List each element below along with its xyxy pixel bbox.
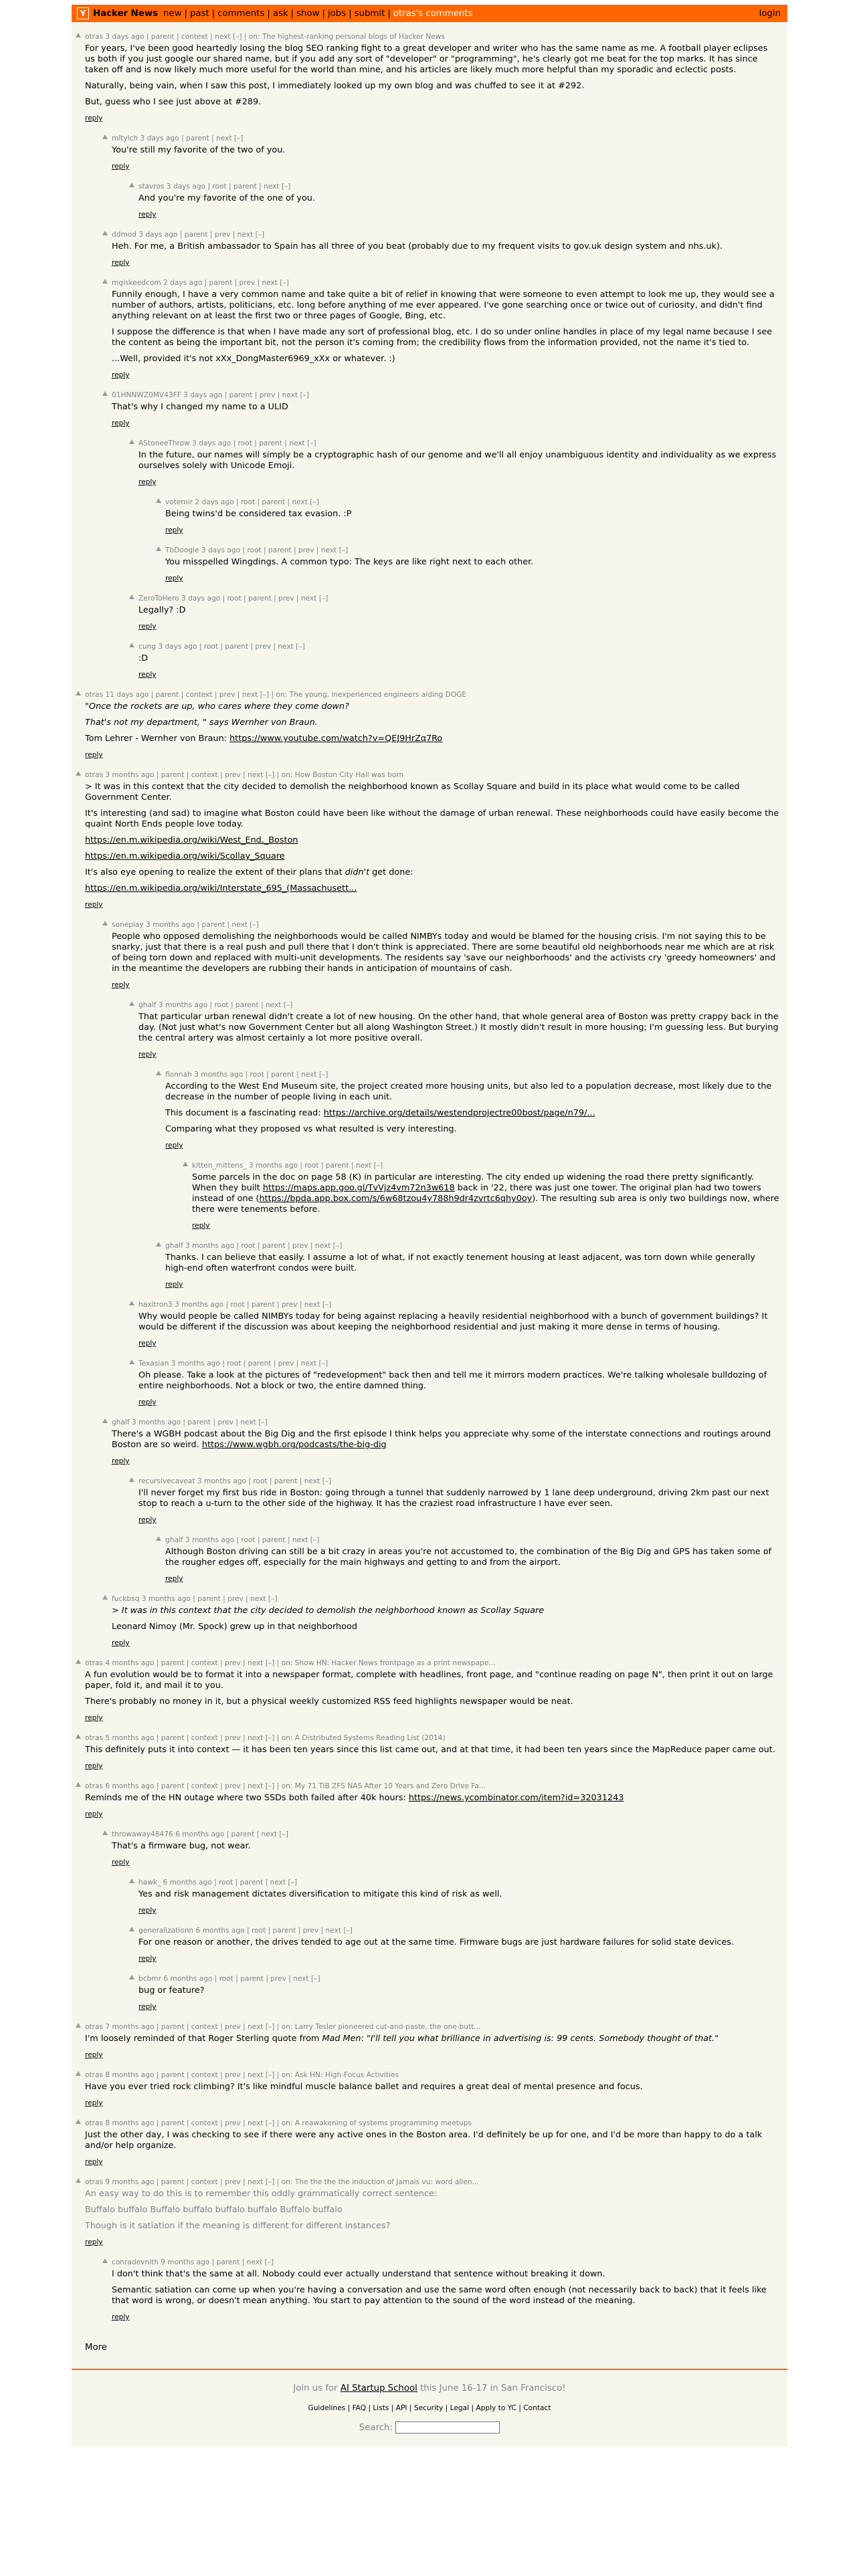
comment-text bbox=[112, 241, 779, 252]
footer bbox=[72, 2370, 787, 2447]
comment-text bbox=[138, 1012, 779, 1044]
upvote-arrow-icon[interactable] bbox=[102, 1830, 108, 1835]
comment bbox=[165, 1069, 779, 1151]
reply-link[interactable]: reply bbox=[85, 114, 103, 122]
comment-header[interactable]: otras 7 months ago | parent | context | prev | next [–] | on: Larry Tesler pioneered cut-and-paste, the one-butt... bbox=[85, 2023, 481, 2031]
comment-header[interactable]: otras 9 months ago | parent | context | prev | next [–] | on: The the the the induction of Jamais vu: word alien... bbox=[85, 2178, 479, 2186]
upvote-arrow-icon[interactable] bbox=[129, 1879, 134, 1883]
comment-paragraph: > It was in this context that the city decided to demolish the neighborhood known as Scollay Square bbox=[112, 1606, 545, 1616]
comment-paragraph: For years, I've been good heartedly losing the blog SEO ranking fight to a great developer and writer who has the same name as me. A football player eclipses us both if you just google our shared name, but if you add any sort of "developer" or "programming", he's clearly got me beat for the top marks. It has since taken off and is now likely much more useful for the world than mine, and his articles are likely much more helpful than my sporadic and eclectic posts. bbox=[85, 43, 768, 75]
comment-paragraph: There's probably no money in it, but a physical weekly customized RSS feed highlights newspaper would be neat. bbox=[85, 1697, 573, 1707]
footer-link[interactable]: Security bbox=[413, 2404, 444, 2412]
reply-link[interactable]: reply bbox=[138, 1339, 157, 1348]
upvote-arrow-icon[interactable] bbox=[129, 1001, 134, 1006]
comment-paragraph: https://en.m.wikipedia.org/wiki/Scollay_Square bbox=[85, 851, 285, 861]
comment-text bbox=[138, 1985, 779, 1996]
reply-link[interactable]: reply bbox=[112, 1457, 130, 1465]
comment bbox=[138, 593, 779, 632]
upvote-arrow-icon[interactable] bbox=[76, 33, 81, 37]
comment-text bbox=[85, 1745, 779, 1755]
upvote-arrow-icon[interactable] bbox=[76, 691, 81, 695]
comment-text bbox=[165, 1547, 779, 1568]
reply-link[interactable]: reply bbox=[85, 901, 103, 909]
comment bbox=[138, 1877, 779, 1916]
comment bbox=[192, 1160, 779, 1231]
reply-link[interactable]: reply bbox=[138, 211, 157, 219]
reply-link[interactable]: reply bbox=[138, 2003, 157, 2011]
reply-link[interactable]: reply bbox=[165, 574, 183, 582]
login-link[interactable]: login bbox=[759, 8, 781, 19]
nav-new[interactable]: new bbox=[163, 8, 182, 19]
upvote-arrow-icon[interactable] bbox=[156, 546, 161, 551]
upvote-arrow-icon[interactable] bbox=[156, 1071, 161, 1075]
comment-text bbox=[85, 1793, 779, 1804]
comment-paragraph: People who opposed demolishing the neighborhoods would be called NIMBYs today and would be blamed for the housing crisis. I'm not saying this to be snarky, just that there is a real push and pull there that I don't think is appreciated. There are some beautiful old neighborhoods near me which are at risk of being torn down and replaced with multi-unit developments. The residents say 'save our neighborhoods' and the activists cry 'greedy homeowners' and in the meantime the developers are rubbing their hands in anticipation of mountains of cash. bbox=[112, 932, 776, 974]
comment-paragraph: You're still my favorite of the two of you. bbox=[112, 145, 286, 155]
more-link[interactable]: More bbox=[85, 2343, 107, 2353]
comment-header[interactable]: ghalf 3 months ago | root | parent | next [–] bbox=[138, 1001, 293, 1009]
comment-header[interactable]: bcbmr 6 months ago | root | parent | prev | next [–] bbox=[138, 1975, 320, 1983]
comment-paragraph: https://en.m.wikipedia.org/wiki/Interstate_695_(Massachusett... bbox=[85, 883, 357, 893]
reply-link[interactable]: reply bbox=[85, 1714, 103, 1722]
comment-list bbox=[72, 31, 787, 2323]
comment bbox=[85, 1733, 779, 1772]
upvote-arrow-icon[interactable] bbox=[129, 595, 134, 599]
reply-link[interactable]: reply bbox=[112, 371, 130, 379]
reply-link[interactable]: reply bbox=[85, 2238, 103, 2246]
comment-paragraph: And you're my favorite of the one of you. bbox=[138, 193, 315, 203]
footer-link[interactable]: Guidelines bbox=[308, 2404, 346, 2412]
comment-text bbox=[192, 1172, 779, 1215]
upvote-arrow-icon[interactable] bbox=[156, 1536, 161, 1541]
reply-link[interactable]: reply bbox=[112, 259, 130, 267]
footer-link[interactable]: Contact bbox=[523, 2404, 551, 2412]
comment-header[interactable]: otras 8 months ago | parent | context | prev | next [–] | on: A reawakening of systems programming meetups bbox=[85, 2119, 472, 2127]
comment-text bbox=[112, 402, 779, 413]
comment-text bbox=[138, 1488, 779, 1509]
yc-banner: Join us for AI Startup School this June 16-17 in San Francisco! bbox=[293, 2383, 566, 2393]
comment bbox=[112, 390, 779, 429]
comment bbox=[85, 31, 779, 124]
comment-paragraph: Oh please. Take a look at the pictures of "redevelopment" back then and tell me it mirrors modern practices. We're talking wholesale bulldozing of entire neighborhoods. Not a block or two, the entire damned thing. bbox=[138, 1370, 767, 1391]
comment-paragraph: That's not my department, " says Wernher von Braun. bbox=[85, 718, 318, 728]
comment bbox=[112, 1594, 779, 1648]
comment-header[interactable]: otras 8 months ago | parent | context | prev | next [–] | on: Ask HN: High-Focus Activities bbox=[85, 2071, 399, 2079]
reply-link[interactable]: reply bbox=[138, 623, 157, 631]
comment-header[interactable]: stavros 3 days ago | root | parent | next [–] bbox=[138, 183, 291, 191]
reply-link[interactable]: reply bbox=[138, 1955, 157, 1963]
comment-paragraph: I don't think that's the same at all. Nobody could ever actually understand that sentence without breaking it down. bbox=[112, 2269, 605, 2279]
comment bbox=[138, 1000, 779, 1060]
upvote-arrow-icon[interactable] bbox=[102, 231, 108, 235]
reply-link[interactable]: reply bbox=[192, 1222, 210, 1230]
comment-header[interactable]: AStoneeThrow 3 days ago | root | parent | next [–] bbox=[138, 439, 316, 447]
comment bbox=[138, 438, 779, 488]
comment-header[interactable]: otras 6 months ago | parent | context | prev | next [–] | on: My 71 TiB ZFS NAS After 10 Years and Zero Drive Fa... bbox=[85, 1782, 486, 1790]
upvote-arrow-icon[interactable] bbox=[129, 1975, 134, 1979]
comment-paragraph: Naturally, being vain, when I saw this post, I immediately looked up my own blog and was chuffed to see it at #292. bbox=[85, 81, 585, 91]
comment-paragraph: Some parcels in the doc on page 58 (K) in particular are interesting. The city ended up widening the road there pretty significantly. When they built https://maps.app.goo.gl/TvVjz4vm72n3w618 back in '22, there was just one tower. The original plan had two towers instead of one (https://bpda.app.box.com/s/6w68tzou4y788h9dr4zvrtc6qhy0oy). The resulting sub area is only two buildings now, where there were tenements before. bbox=[192, 1172, 779, 1214]
comment-header[interactable]: mgiskeedcom 2 days ago | parent | prev | next [–] bbox=[112, 279, 289, 287]
upvote-arrow-icon[interactable] bbox=[76, 771, 81, 776]
site-title[interactable]: Hacker News bbox=[93, 8, 159, 19]
comment-text bbox=[165, 557, 779, 568]
nav-jobs[interactable]: jobs bbox=[327, 8, 347, 19]
footer-link[interactable]: FAQ bbox=[352, 2404, 367, 2412]
reply-link[interactable]: reply bbox=[138, 1051, 157, 1059]
comment-text bbox=[85, 2034, 779, 2044]
comment-text bbox=[85, 2082, 779, 2092]
nav-user-comments[interactable]: otras's comments bbox=[393, 8, 473, 19]
reply-link[interactable]: reply bbox=[112, 981, 130, 989]
footer-link[interactable]: Legal bbox=[450, 2404, 470, 2412]
comment-paragraph: Why would people be called NIMBYs today for being against replacing a heavily residential neighborhood with a bunch of government buildings? It would be different if the discussion was about keeping the neighborhood residential and just making it more dense in terms of housing. bbox=[138, 1311, 768, 1332]
comment-paragraph: Tom Lehrer - Wernher von Braun: https://www.youtube.com/watch?v=QEJ9HrZq7Ro bbox=[85, 734, 443, 744]
upvote-arrow-icon[interactable] bbox=[102, 391, 108, 396]
reply-link[interactable]: reply bbox=[165, 1575, 183, 1583]
reply-link[interactable]: reply bbox=[85, 1762, 103, 1770]
upvote-arrow-icon[interactable] bbox=[76, 2178, 81, 2183]
comment-paragraph: I suppose the difference is that when I have made any sort of professional blog, etc. I do so under online handles in place of my legal name because I see the content as being the important bit, not the person it's coming from; the credibility flows from the information provided, not the name it's tied to. bbox=[112, 327, 772, 348]
upvote-arrow-icon[interactable] bbox=[129, 1360, 134, 1364]
comment-text bbox=[85, 2189, 779, 2232]
comment-header[interactable]: ghalf 3 months ago | parent | prev | next [–] bbox=[112, 1418, 268, 1426]
upvote-arrow-icon[interactable] bbox=[129, 1927, 134, 1931]
upvote-arrow-icon[interactable] bbox=[76, 2119, 81, 2124]
comment bbox=[112, 229, 779, 268]
comment-header[interactable]: otras 3 months ago | parent | context | prev | next [–] | on: How Boston City Hall was born bbox=[85, 771, 404, 779]
comment-paragraph: Just the other day, I was checking to see if there were any active ones in the Boston area. I'd definitely be up for one, and I'd be more than happy to do a talk and/or help organize. bbox=[85, 2130, 763, 2151]
comment-text bbox=[85, 2130, 779, 2151]
comment bbox=[112, 2257, 779, 2323]
comment-header[interactable]: ZeroToHero 3 days ago | root | parent | prev | next [–] bbox=[138, 595, 328, 603]
comment-text bbox=[112, 1841, 779, 1852]
comment bbox=[138, 1299, 779, 1349]
upvote-arrow-icon[interactable] bbox=[102, 921, 108, 926]
comment-paragraph: An easy way to do this is to remember this oddly grammatically correct sentence: bbox=[85, 2189, 438, 2199]
comment-header[interactable]: cung 3 days ago | root | parent | prev | next [–] bbox=[138, 643, 305, 651]
reply-link[interactable]: reply bbox=[112, 2313, 130, 2321]
comment-paragraph: Funnily enough, I have a very common name and take quite a bit of relief in knowing that were someone to even attempt to look me up, they would see a number of authors, artists, politicians, etc. long before anything of me ever appeared. I've gone searching once or twice out of curiosity, and didn't find anything relevant on at least the first two or three pages of Google, Bing, etc. bbox=[112, 290, 775, 321]
reply-link[interactable]: reply bbox=[112, 419, 130, 427]
comment bbox=[138, 1358, 779, 1408]
nav-submit[interactable]: submit bbox=[354, 8, 385, 19]
comment-paragraph: Semantic satiation can come up when you're having a conversation and use the same word often enough (not necessarily back to back) that it feels like that word is wrong, or doesn't mean anything. You start to pay attention to the sound of the word instead of the meaning. bbox=[112, 2285, 767, 2306]
comment-paragraph: Buffalo buffalo Buffalo buffalo buffalo buffalo Buffalo buffalo bbox=[85, 2205, 343, 2215]
comment-text bbox=[138, 653, 779, 664]
comment-paragraph: But, guess who I see just above at #289. bbox=[85, 97, 262, 107]
comment-text bbox=[138, 1370, 779, 1392]
upvote-arrow-icon[interactable] bbox=[76, 1659, 81, 1664]
comment bbox=[85, 2070, 779, 2109]
comment bbox=[138, 1476, 779, 1525]
comment-text bbox=[85, 702, 779, 744]
comment-text bbox=[112, 290, 779, 364]
upvote-arrow-icon[interactable] bbox=[129, 1477, 134, 1482]
upvote-arrow-icon[interactable] bbox=[129, 643, 134, 647]
upvote-arrow-icon[interactable] bbox=[102, 279, 108, 284]
yc-link[interactable]: AI Startup School bbox=[340, 2383, 417, 2393]
comment-text bbox=[112, 932, 779, 974]
reply-link[interactable]: reply bbox=[112, 163, 130, 171]
reply-link[interactable]: reply bbox=[138, 1516, 157, 1524]
upvote-arrow-icon[interactable] bbox=[129, 439, 134, 444]
upvote-arrow-icon[interactable] bbox=[76, 2071, 81, 2076]
footer-links: Guidelines | FAQ | Lists | API | Security | Legal | Apply to YC | Contact bbox=[308, 2404, 551, 2412]
comment-header[interactable]: conradevnith 9 months ago | parent | next [–] bbox=[112, 2258, 274, 2266]
upvote-arrow-icon[interactable] bbox=[102, 2258, 108, 2263]
comment-text bbox=[112, 1429, 779, 1451]
search-input[interactable] bbox=[395, 2422, 500, 2434]
comment bbox=[165, 1535, 779, 1584]
comment-text bbox=[112, 1606, 779, 1632]
comment-header[interactable]: 01HNNWZ0MV43FF 3 days ago | parent | prev | next [–] bbox=[112, 391, 310, 399]
comment-header[interactable]: Texasian 3 months ago | root | parent | prev | next [–] bbox=[138, 1360, 328, 1368]
comment-paragraph: > It was in this context that the city decided to demolish the neighborhood known as Scollay Square and build in its place what would come to be called Government Center. bbox=[85, 782, 740, 802]
reply-link[interactable]: reply bbox=[165, 1281, 183, 1289]
comment-paragraph: Being twins'd be considered tax evasion. :P bbox=[165, 509, 352, 519]
comment-paragraph: https://en.m.wikipedia.org/wiki/West_End,_Boston bbox=[85, 835, 298, 845]
comment-paragraph: ...Well, provided it's not xXx_DongMaster6969_xXx or whatever. :) bbox=[112, 354, 395, 364]
comment-paragraph: This definitely puts it into context — it has been ten years since this list came out, and at that time, it had been ten years since the MapReduce paper came out. bbox=[85, 1745, 775, 1755]
comment-paragraph: For one reason or another, the drives tended to age out at the same time. Firmware bugs are just hardware failures for solid state devices. bbox=[138, 1937, 735, 1947]
search-bar: Search: bbox=[72, 2422, 787, 2434]
upvote-arrow-icon[interactable] bbox=[102, 134, 108, 139]
reply-link[interactable]: reply bbox=[85, 2158, 103, 2166]
footer-link[interactable]: Lists bbox=[373, 2404, 389, 2412]
hn-main bbox=[72, 5, 787, 2447]
comment-header[interactable]: soneplay 3 months ago | parent | next [–] bbox=[112, 921, 259, 929]
nav-past[interactable]: past bbox=[190, 8, 209, 19]
upvote-arrow-icon[interactable] bbox=[129, 183, 134, 187]
reply-link[interactable]: reply bbox=[138, 1398, 157, 1406]
comment-text bbox=[112, 145, 779, 156]
reply-link[interactable]: reply bbox=[85, 1810, 103, 1818]
comment bbox=[165, 497, 779, 536]
comment-paragraph: It's also eye opening to realize the extent of their plans that didn't get done: bbox=[85, 867, 413, 877]
comment-text bbox=[138, 1937, 779, 1948]
comment-header[interactable]: haxitron3 3 months ago | root | parent | prev | next [–] bbox=[138, 1301, 332, 1309]
comment-header[interactable]: generalizationn 6 months ago | root | parent | prev | next [–] bbox=[138, 1927, 353, 1935]
comment-header[interactable]: throwaway48476 6 months ago | parent | next [–] bbox=[112, 1830, 288, 1838]
comment bbox=[85, 2022, 779, 2060]
comment-paragraph: You misspelled Wingdings. A common typo: The keys are like right next to each other. bbox=[165, 557, 534, 567]
comment-header[interactable]: TbDoogie 3 days ago | root | parent | prev | next [–] bbox=[165, 546, 349, 554]
comment-header[interactable]: mltylch 3 days ago | parent | next [–] bbox=[112, 134, 244, 142]
comment bbox=[112, 1417, 779, 1467]
comment-paragraph: In the future, our names will simply be a cryptographic hash of our genome and we'll all enjoy unambiguous identity and individuality as we express ourselves solely with Unicode Emoji. bbox=[138, 450, 777, 471]
footer-link[interactable]: API bbox=[395, 2404, 407, 2412]
comment-paragraph: Have you ever tried rock climbing? It's like mindful muscle balance ballet and requires a great deal of mental presence and focus. bbox=[85, 2082, 643, 2092]
comment-paragraph: bug or feature? bbox=[138, 1985, 205, 1996]
y-logo-icon[interactable]: Y bbox=[77, 7, 89, 19]
comment bbox=[138, 1973, 779, 2012]
comment bbox=[165, 545, 779, 584]
comment-paragraph: According to the West End Museum site, the project created more housing units, but also led to a population decrease, most likely due to the decrease in the number of people living in each unit. bbox=[165, 1081, 772, 1102]
comment bbox=[165, 1241, 779, 1290]
comment-paragraph: Yes and risk management dictates diversification to mitigate this kind of risk as well. bbox=[138, 1889, 502, 1899]
comment-text bbox=[138, 193, 779, 204]
comment-header[interactable]: kitten_mittens_ 3 months ago | root | parent | next [–] bbox=[192, 1162, 383, 1170]
reply-link[interactable]: reply bbox=[138, 671, 157, 679]
comment-paragraph: It's interesting (and sad) to imagine what Boston could have been like without the damage of urban renewal. These neighborhoods could have easily become the quaint North Ends people love today. bbox=[85, 809, 779, 829]
comment bbox=[138, 181, 779, 220]
nav-comments[interactable]: comments bbox=[217, 8, 265, 19]
comment-text bbox=[85, 43, 779, 108]
upvote-arrow-icon[interactable] bbox=[76, 1734, 81, 1739]
comment-header[interactable]: hawk_ 6 months ago | root | parent | next [–] bbox=[138, 1879, 298, 1887]
comment-paragraph: Legally? :D bbox=[138, 605, 186, 615]
comment-paragraph: This document is a fascinating read: https://archive.org/details/westendprojectre00bost/page/n79/... bbox=[165, 1108, 595, 1118]
comment bbox=[85, 1781, 779, 1820]
comment-header[interactable]: otras 3 days ago | parent | context | next [–] | on: The highest-ranking personal blogs of Hacker News bbox=[85, 33, 445, 41]
comment bbox=[85, 1658, 779, 1723]
comment bbox=[138, 641, 779, 680]
comment-text bbox=[112, 2269, 779, 2306]
reply-link[interactable]: reply bbox=[112, 1858, 130, 1866]
comment-text bbox=[138, 1311, 779, 1333]
comment-paragraph: That particular urban renewal didn't create a lot of new housing. On the other hand, that whole general area of Boston was pretty crappy back in the day. (Not just what's now Government Center but all along Washington Street.) It mostly didn't result in more housing; I'm guessing less. But burying the central artery was almost certainly a lot more positive overall. bbox=[138, 1012, 779, 1043]
reply-link[interactable]: reply bbox=[85, 2099, 103, 2107]
comment-paragraph: That's why I changed my name to a ULID bbox=[112, 402, 288, 412]
reply-link[interactable]: reply bbox=[112, 1639, 130, 1647]
comment-paragraph: Reminds me of the HN outage where two SSDs both failed after 40k hours: https://news.ycombinator.com/item?id=32031243 bbox=[85, 1793, 624, 1803]
comment-header[interactable]: otras 5 months ago | parent | context | prev | next [–] | on: A Distributed Systems Reading List (2014) bbox=[85, 1734, 446, 1742]
top-bar bbox=[72, 5, 787, 22]
reply-link[interactable]: reply bbox=[85, 2051, 103, 2059]
upvote-arrow-icon[interactable] bbox=[183, 1162, 188, 1166]
comment-text bbox=[138, 1889, 779, 1900]
upvote-arrow-icon[interactable] bbox=[129, 1301, 134, 1305]
upvote-arrow-icon[interactable] bbox=[102, 1418, 108, 1423]
comment-text bbox=[138, 605, 779, 616]
upvote-arrow-icon[interactable] bbox=[76, 2023, 81, 2028]
comment-paragraph: "Once the rockets are up, who cares where they come down? bbox=[85, 702, 349, 712]
comment bbox=[112, 133, 779, 172]
comment-header[interactable]: otras 11 days ago | parent | context | prev | next [–] | on: The young, inexperienced engineers aiding DOGE bbox=[85, 691, 466, 699]
upvote-arrow-icon[interactable] bbox=[156, 498, 161, 503]
comment bbox=[138, 1925, 779, 1964]
comment-header[interactable]: votemir 2 days ago | root | parent | next [–] bbox=[165, 498, 319, 506]
comment-paragraph: Though is it satiation if the meaning is different for different instances? bbox=[85, 2221, 391, 2231]
comment-paragraph: Thanks. I can believe that easily. I assume a lot of what, if not exactly tenement housing at least adjacent, was torn down while generally high-end often waterfront condos were built. bbox=[165, 1253, 755, 1273]
reply-link[interactable]: reply bbox=[165, 526, 183, 534]
comment-header[interactable]: fuckbsq 3 months ago | parent | prev | next [–] bbox=[112, 1595, 278, 1603]
comment bbox=[85, 2177, 779, 2248]
reply-link[interactable]: reply bbox=[165, 1142, 183, 1150]
comment-paragraph: I'll never forget my first bus ride in Boston: going through a tunnel that suddenly narrowed by 1 lane deep underground, driving 2km past our next stop to reach a u-turn to the other side of the highway. It has the craziest road infrastructure I have ever seen. bbox=[138, 1488, 769, 1509]
reply-link[interactable]: reply bbox=[85, 751, 103, 759]
comment-paragraph: :D bbox=[138, 653, 149, 663]
comment bbox=[112, 1829, 779, 1868]
reply-link[interactable]: reply bbox=[138, 478, 157, 486]
nav-ask[interactable]: ask bbox=[272, 8, 288, 19]
comment-header[interactable]: fionnah 3 months ago | root | parent | next [–] bbox=[165, 1071, 328, 1079]
comment-paragraph: Heh. For me, a British ambassador to Spain has all three of you beat (probably due to my frequent visits to gov.uk design system and nhs.uk). bbox=[112, 241, 723, 251]
nav-links: new | past | comments | ask | show | jobs | submit | otras's comments bbox=[163, 8, 473, 19]
comment-paragraph: I'm loosely reminded of that Roger Sterling quote from Mad Men: "I'll tell you what brilliance in advertising is: 99 cents. Somebody thought of that." bbox=[85, 2034, 719, 2044]
comment bbox=[112, 278, 779, 381]
comment bbox=[85, 2118, 779, 2167]
footer-link[interactable]: Apply to YC bbox=[476, 2404, 516, 2412]
upvote-arrow-icon[interactable] bbox=[76, 1782, 81, 1787]
comment-paragraph: Leonard Nimoy (Mr. Spock) grew up in that neighborhood bbox=[112, 1622, 357, 1632]
comment-header[interactable]: otras 4 months ago | parent | context | prev | next [–] | on: Show HN: Hacker News frontpage as a print newspape... bbox=[85, 1659, 496, 1667]
comment-text bbox=[85, 1670, 779, 1707]
comment-header[interactable]: ghalf 3 months ago | root | parent | prev | next [–] bbox=[165, 1242, 343, 1250]
comment-text bbox=[165, 509, 779, 520]
comment-text bbox=[165, 1253, 779, 1274]
comment-text bbox=[138, 450, 779, 471]
comment-paragraph: That's a firmware bug, not wear. bbox=[112, 1841, 251, 1851]
comment-text bbox=[165, 1081, 779, 1135]
upvote-arrow-icon[interactable] bbox=[156, 1242, 161, 1247]
comment-paragraph: A fun evolution would be to format it into a newspaper format, complete with headlines, front page, and "continue reading on page N", then print it out on large paper, fold it, and mail it to you. bbox=[85, 1670, 773, 1691]
comment-paragraph: Comparing what they proposed vs what resulted is very interesting. bbox=[165, 1124, 457, 1134]
nav-show[interactable]: show bbox=[296, 8, 320, 19]
comment-header[interactable]: ddmod 3 days ago | parent | prev | next [–] bbox=[112, 231, 265, 239]
comment-text bbox=[85, 782, 779, 894]
comment-paragraph: There's a WGBH podcast about the Big Dig and the first episode I think helps you appreciate why some of the interstate connections and routings around Boston are so weird. https://www.wgbh.org/podcasts/the-big-dig bbox=[112, 1429, 771, 1450]
comment bbox=[85, 689, 779, 760]
comment-header[interactable]: recursivecaveat 3 months ago | root | parent | next [–] bbox=[138, 1477, 332, 1485]
comment bbox=[112, 920, 779, 990]
comment-header[interactable]: ghalf 3 months ago | root | parent | next [–] bbox=[165, 1536, 320, 1544]
reply-link[interactable]: reply bbox=[138, 1907, 157, 1915]
comment bbox=[85, 770, 779, 910]
comment-paragraph: Although Boston driving can still be a bit crazy in areas you're not accustomed to, the combination of the Big Dig and GPS has taken some of the rougher edges off, especially for the main highways and getting to and from the airport. bbox=[165, 1547, 772, 1568]
upvote-arrow-icon[interactable] bbox=[102, 1595, 108, 1600]
